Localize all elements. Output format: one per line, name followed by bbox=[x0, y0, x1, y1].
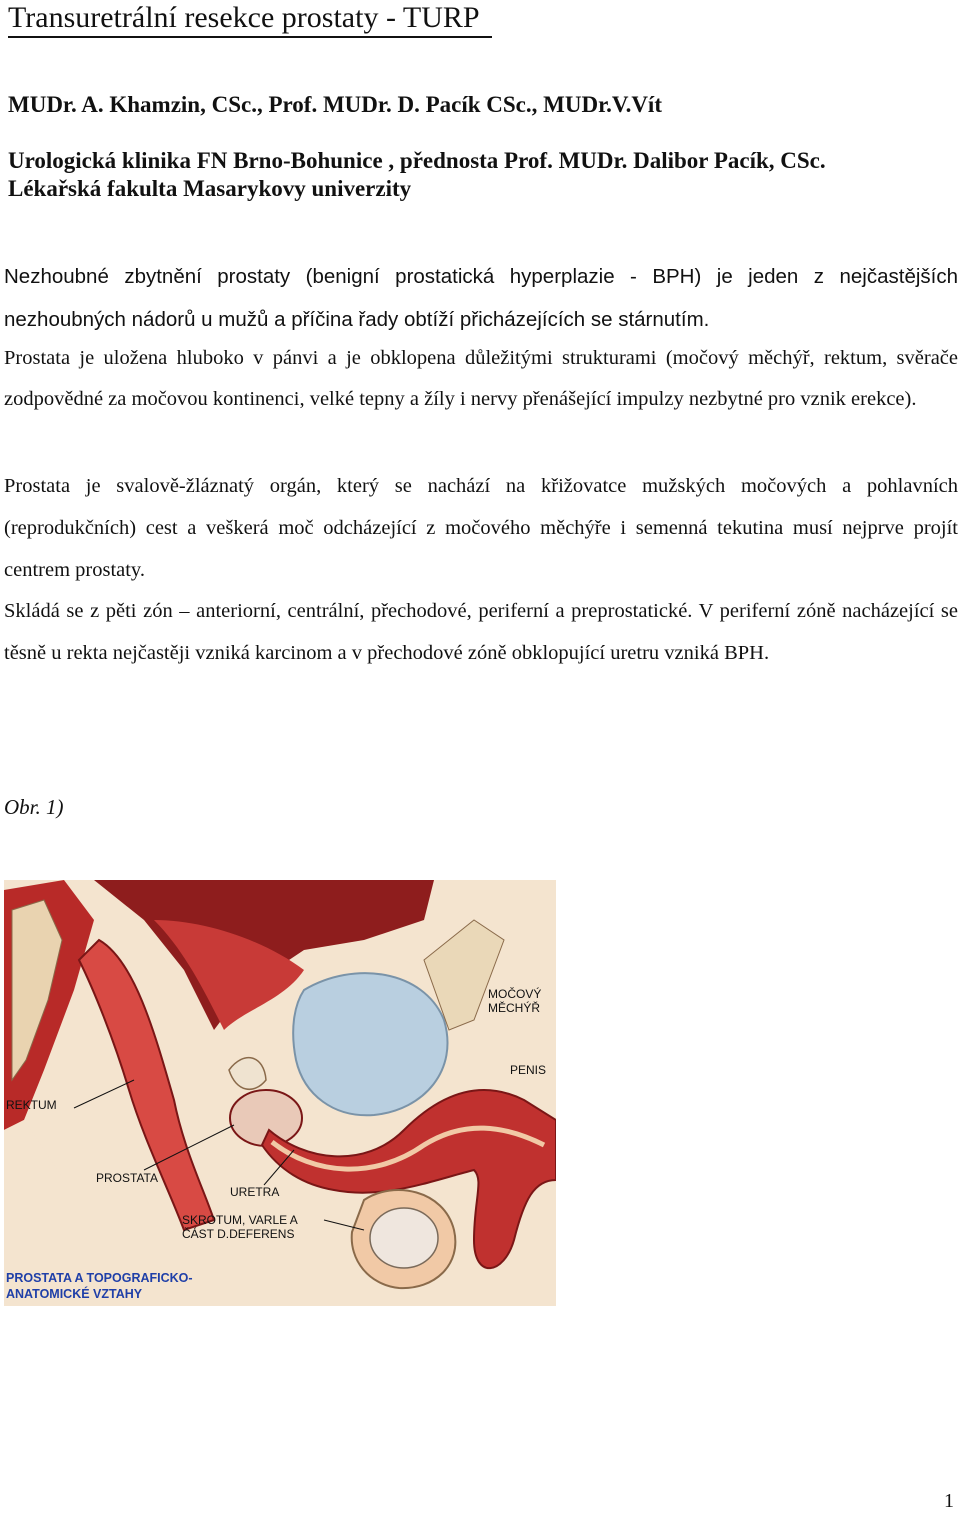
label-prostate: PROSTATA bbox=[96, 1171, 159, 1185]
faculty-line: Lékařská fakulta Masarykovy univerzity bbox=[8, 176, 412, 201]
anatomy-figure bbox=[4, 880, 556, 1306]
paragraph-zones: Skládá se z pěti zón – anteriorní, centrální, přechodové, periferní a preprostatické. V periferní zóně nacházející se těsně u rekta nejčastěji vzniká karcinom a v přechodové zóně obklopující uretru vzniká BPH. bbox=[4, 600, 958, 664]
clinic-line: Urologická klinika FN Brno-Bohunice , přednosta Prof. MUDr. Dalibor Pacík, CSc. bbox=[8, 148, 826, 173]
authors: MUDr. A. Khamzin, CSc., Prof. MUDr. D. Pacík CSc., MUDr.V.Vít bbox=[8, 92, 662, 117]
paragraph-location: Prostata je uložena hluboko v pánvi a je obklopena důležitými strukturami (močový měchýř, rektum, svěrače zodpovědné za močovou kontinenci, velké tepny a žíly i nervy přenášející impulzy nezbytné pro vznik erekce). bbox=[4, 347, 958, 410]
page-number: 1 bbox=[944, 1490, 954, 1512]
label-scrotum-2: ČÁST D.DEFERENS bbox=[182, 1227, 295, 1241]
figure-label: Obr. 1) bbox=[4, 795, 64, 819]
testis bbox=[370, 1208, 438, 1268]
label-scrotum-1: SKROTUM, VARLE A bbox=[182, 1213, 298, 1227]
label-rectum: REKTUM bbox=[6, 1098, 57, 1112]
label-penis: PENIS bbox=[510, 1063, 547, 1077]
label-bladder-1: MOČOVÝ bbox=[488, 987, 542, 1001]
document-title: Transuretrální resekce prostaty - TURP bbox=[8, 0, 492, 38]
figure-caption-2: ANATOMICKÉ VZTAHY bbox=[6, 1287, 143, 1301]
label-urethra: URETRA bbox=[230, 1185, 280, 1199]
paragraph-intro: Nezhoubné zbytnění prostaty (benigní prostatická hyperplazie - BPH) je jeden z nejčastějších nezhoubných nádorů u mužů a příčina řady obtíží přicházejících se stárnutím. bbox=[4, 265, 958, 331]
label-bladder-2: MĚCHÝŘ bbox=[488, 1001, 541, 1015]
paragraph-organ: Prostata je svalově-žláznatý orgán, který se nachází na křižovatce mužských močových a pohlavních (reprodukčních) cest a veškerá moč odcházející z močového měchýře i semenná tekutina musí nejprve projít centrem prostaty. bbox=[4, 475, 958, 581]
figure-caption-1: PROSTATA A TOPOGRAFICKO- bbox=[6, 1271, 193, 1285]
bladder bbox=[293, 973, 447, 1115]
